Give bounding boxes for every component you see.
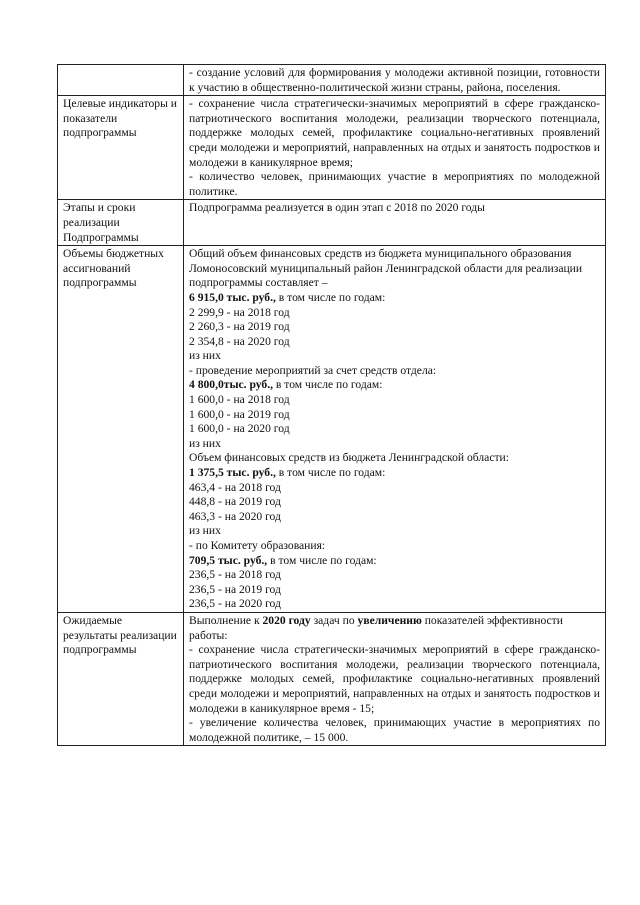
row-label-results: Ожидаемые результаты реализации подпрограммы bbox=[58, 612, 184, 745]
of-them-label: из них bbox=[189, 349, 221, 363]
region-total-suffix: в том числе по годам: bbox=[275, 466, 386, 480]
row-content bbox=[184, 65, 606, 96]
dept-line: - проведение мероприятий за счет средств отдела: bbox=[189, 363, 437, 377]
year-line: 236,5 - на 2019 год bbox=[189, 582, 281, 596]
table-row bbox=[58, 246, 606, 613]
results-intro-text: показателей эффективности работы: bbox=[189, 613, 563, 642]
paragraph: - сохранение числа стратегически-значимых мероприятий в сфере гражданско-патриотического воспитания молодежи, реализации творческого потенциала, поддержке молодых семей, профилактике социально-негативных проявлений среди молодежи и мероприятий, направленных на отдых и занятость подростков и молодежи в каникулярное время - 15; bbox=[189, 643, 600, 715]
results-target-year: 2020 году bbox=[262, 613, 311, 627]
paragraph: Подпрограмма реализуется в один этап с 2018 по 2020 годы bbox=[189, 201, 485, 215]
row-label-indicators: Целевые индикаторы и показатели подпрограммы bbox=[58, 96, 184, 200]
row-label-stages: Этапы и сроки реализации Подпрограммы bbox=[58, 200, 184, 246]
year-line: 1 600,0 - на 2020 год bbox=[189, 422, 290, 436]
committee-line: - по Комитету образования: bbox=[189, 539, 326, 552]
dept-total-amount: 4 800,0тыс. руб., bbox=[189, 378, 274, 392]
table-row bbox=[58, 65, 606, 96]
of-them-label: из них bbox=[189, 524, 221, 538]
results-intro-text: Выполнение к bbox=[189, 613, 263, 627]
year-line: 463,3 - на 2020 год bbox=[189, 509, 281, 523]
table-row bbox=[58, 96, 606, 200]
year-line: 2 354,8 - на 2020 год bbox=[189, 334, 290, 348]
paragraph: - создание условий для формирования у молодежи активной позиции, готовности к участию в общественно-политической жизни страны, района, поселения. bbox=[189, 66, 600, 94]
table-row bbox=[58, 612, 606, 745]
of-them-label: из них bbox=[189, 436, 221, 450]
year-line: 2 260,3 - на 2019 год bbox=[189, 320, 290, 334]
committee-total bbox=[189, 554, 600, 569]
year-line: 463,4 - на 2018 год bbox=[189, 480, 281, 494]
budget-intro: Общий объем финансовых средств из бюджета муниципального образования Ломоносовский муниципальный район Ленинградской области для реализации подпрограммы составляет – bbox=[189, 247, 583, 290]
table-row bbox=[58, 200, 606, 246]
row-label bbox=[58, 65, 184, 96]
paragraph: - количество человек, принимающих участие в мероприятиях по молодежной политике. bbox=[189, 170, 600, 198]
region-line: Объем финансовых средств из бюджета Ленинградской области: bbox=[189, 451, 509, 465]
dept-total-suffix: в том числе по годам: bbox=[273, 378, 383, 392]
dept-total bbox=[189, 378, 600, 393]
row-label-budget: Объемы бюджетных ассигнований подпрограммы bbox=[58, 246, 184, 613]
region-total-amount: 1 375,5 тыс. руб., bbox=[189, 466, 276, 480]
year-line: 2 299,9 - на 2018 год bbox=[189, 305, 290, 319]
committee-total-suffix: в том числе по годам: bbox=[267, 553, 377, 567]
paragraph: - увеличение количества человек, принимающих участие в мероприятиях по молодежной политике, – 15 000. bbox=[189, 716, 600, 744]
year-line: 448,8 - на 2019 год bbox=[189, 495, 281, 509]
results-intro-text: задач по bbox=[310, 613, 358, 627]
budget-total bbox=[189, 291, 600, 306]
paragraph: - сохранение числа стратегически-значимых мероприятий в сфере гражданско-патриотического воспитания молодежи, реализации творческого потенциала, поддержке молодых семей, профилактике социально-негативных проявлений среди молодежи и мероприятий, направленных на отдых и занятость подростков и молодежи в каникулярное время; bbox=[189, 97, 600, 169]
row-content-indicators bbox=[184, 96, 606, 200]
row-content-budget bbox=[184, 246, 606, 613]
results-intro bbox=[189, 614, 600, 643]
budget-total-suffix: в том числе по годам: bbox=[275, 290, 386, 304]
year-line: 236,5 - на 2020 год bbox=[189, 597, 281, 611]
committee-total-amount: 709,5 тыс. руб., bbox=[189, 553, 268, 567]
row-content-stages bbox=[184, 200, 606, 246]
year-line: 1 600,0 - на 2019 год bbox=[189, 407, 290, 421]
results-direction: увеличению bbox=[357, 613, 422, 627]
region-total bbox=[189, 466, 600, 481]
year-line: 236,5 - на 2018 год bbox=[189, 568, 281, 582]
passport-table bbox=[57, 64, 606, 746]
year-line: 1 600,0 - на 2018 год bbox=[189, 393, 290, 407]
row-content-results bbox=[184, 612, 606, 745]
budget-total-amount: 6 915,0 тыс. руб., bbox=[189, 290, 276, 304]
